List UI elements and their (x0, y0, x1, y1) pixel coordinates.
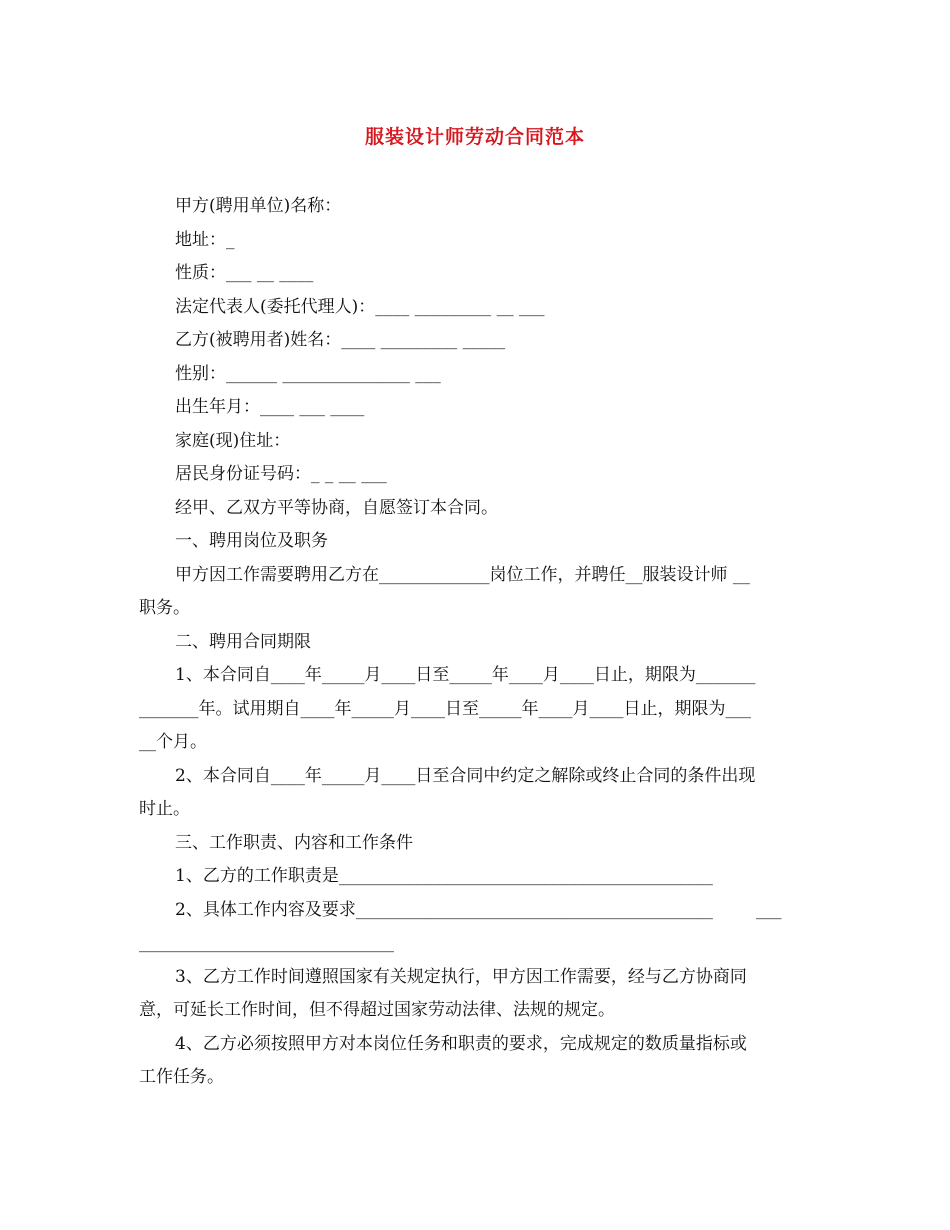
section2-item1-line: __个月。 (139, 732, 207, 752)
section2-item1-line: _______年。试用期自____年_____月____日至_____年____月____日止，期限为___ (139, 698, 751, 719)
section3-item3-line: 3、乙方工作时间遵照国家有关规定执行，甲方因工作需要，经与乙方协商同 (175, 966, 747, 987)
section2-item2-line: 2、本合同自____年_____月____日至合同中约定之解除或终止合同的条件出现 (175, 765, 756, 786)
section3-item4-line: 工作任务。 (139, 1067, 224, 1087)
field-home-address: 家庭(现)住址： (175, 430, 291, 451)
agreement-statement: 经甲、乙双方平等协商，自愿签订本合同。 (175, 497, 498, 518)
field-legal-representative: 法定代表人(委托代理人)：____ _________ __ ___ (175, 296, 545, 317)
section3-item1: 1、乙方的工作职责是____________________________________________ (175, 866, 713, 886)
document-title: 服装设计师劳动合同范本 (364, 126, 585, 148)
field-gender: 性别：______ _______________ ___ (175, 363, 441, 384)
section3-item4-line: 4、乙方必须按照甲方对本岗位任务和职责的要求，完成规定的数质量指标或 (175, 1033, 747, 1054)
section3-item3-line: 意，可延长工作时间，但不得超过国家劳动法律、法规的规定。 (139, 1000, 615, 1020)
field-employee-name: 乙方(被聘用者)姓名：____ _________ _____ (175, 330, 506, 350)
section-heading-term: 二、聘用合同期限 (175, 631, 311, 652)
section2-item2-line: 时止。 (139, 799, 190, 819)
field-birth-date: 出生年月：____ ___ ____ (175, 397, 365, 417)
field-id-number: 居民身份证号码：_ _ __ ___ (175, 464, 387, 484)
field-employer-name: 甲方(聘用单位)名称： (175, 196, 342, 216)
section3-item2-line: ______________________________ (139, 933, 394, 953)
section-heading-duties: 三、工作职责、内容和工作条件 (175, 832, 413, 853)
section2-item1-line: 1、本合同自____年_____月____日至_____年____月____日止，期限为_______ (175, 665, 756, 685)
field-address: 地址：_ (175, 229, 235, 250)
field-nature: 性质：___ __ ____ (175, 263, 314, 283)
section1-para-line: 职务。 (139, 598, 190, 618)
document-body (139, 190, 813, 1095)
section3-item2-line: 2、具体工作内容及要求__________________________________________ ___ (175, 899, 782, 920)
section-heading-position: 一、聘用岗位及职务 (175, 531, 328, 551)
section1-para-line: 甲方因工作需要聘用乙方在_____________岗位工作，并聘任__服装设计师 __ (175, 564, 750, 585)
